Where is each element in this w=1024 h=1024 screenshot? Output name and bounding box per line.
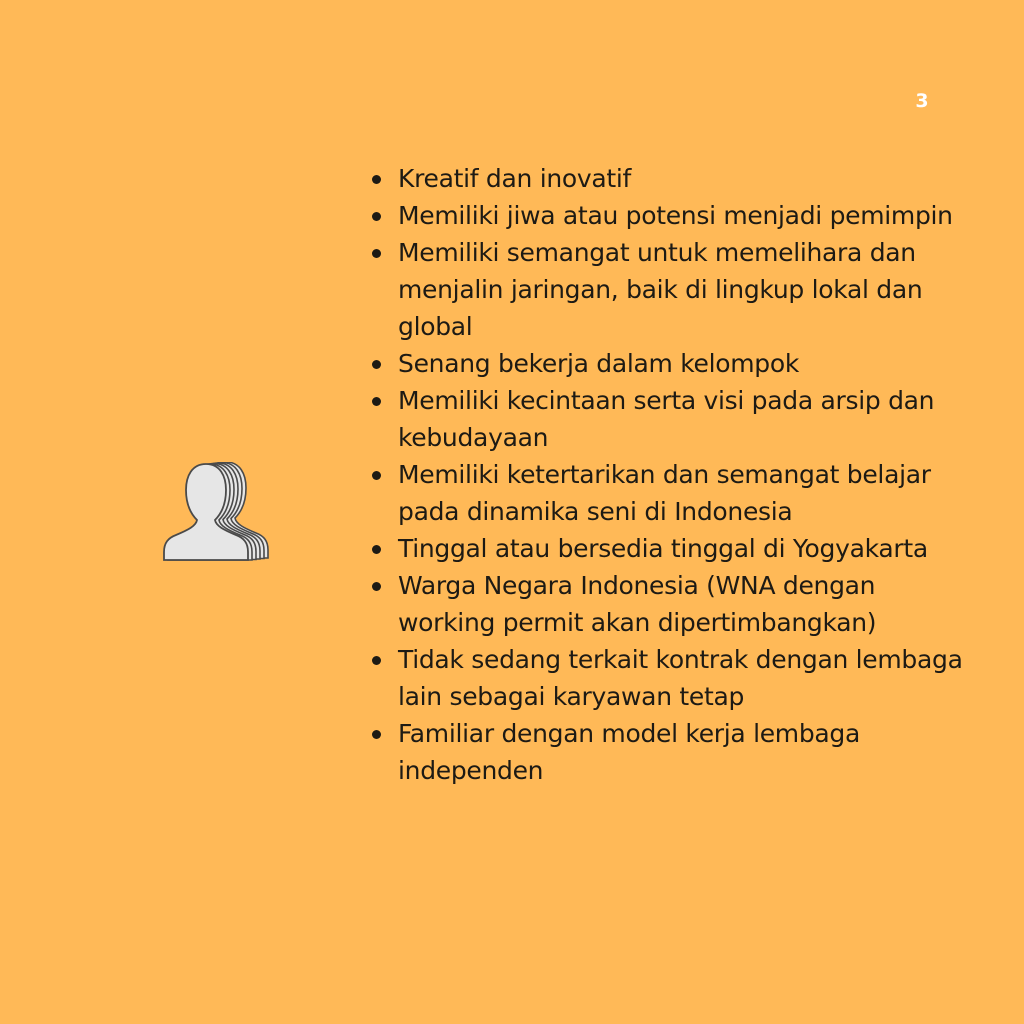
list-item-text: Memiliki kecintaan serta visi pada arsip dan kebudayaan [398,386,935,452]
people-silhouette-icon [162,462,272,564]
list-item-text: Memiliki ketertarikan dan semangat belajar pada dinamika seni di Indonesia [398,460,931,526]
list-item-text: Tidak sedang terkait kontrak dengan lembaga lain sebagai karyawan tetap [398,645,963,711]
bullet-icon [372,656,381,665]
bullet-icon [372,582,381,591]
list-item [372,715,972,789]
list-item [372,641,972,715]
requirements-list [372,160,972,789]
bullet-icon [372,471,381,480]
list-item [372,345,972,382]
bullet-icon [372,175,381,184]
bullet-icon [372,397,381,406]
list-item [372,160,972,197]
list-item-text: Senang bekerja dalam kelompok [398,349,800,378]
bullet-icon [372,360,381,369]
bullet-icon [372,212,381,221]
list-item-text: Tinggal atau bersedia tinggal di Yogyakarta [398,534,928,563]
list-item-text: Memiliki semangat untuk memelihara dan menjalin jaringan, baik di lingkup lokal dan global [398,238,923,341]
list-item [372,456,972,530]
list-item-text: Kreatif dan inovatif [398,164,632,193]
list-item [372,530,972,567]
list-item [372,197,972,234]
list-item-text: Memiliki jiwa atau potensi menjadi pemimpin [398,201,953,230]
bullet-icon [372,730,381,739]
bullet-icon [372,249,381,258]
list-item [372,567,972,641]
bullet-icon [372,545,381,554]
page-number: 3 [915,90,929,112]
list-item-text: Familiar dengan model kerja lembaga independen [398,719,861,785]
list-item [372,382,972,456]
silhouette-stack [164,462,268,560]
list-item [372,234,972,345]
list-item-text: Warga Negara Indonesia (WNA dengan working permit akan dipertimbangkan) [398,571,877,637]
